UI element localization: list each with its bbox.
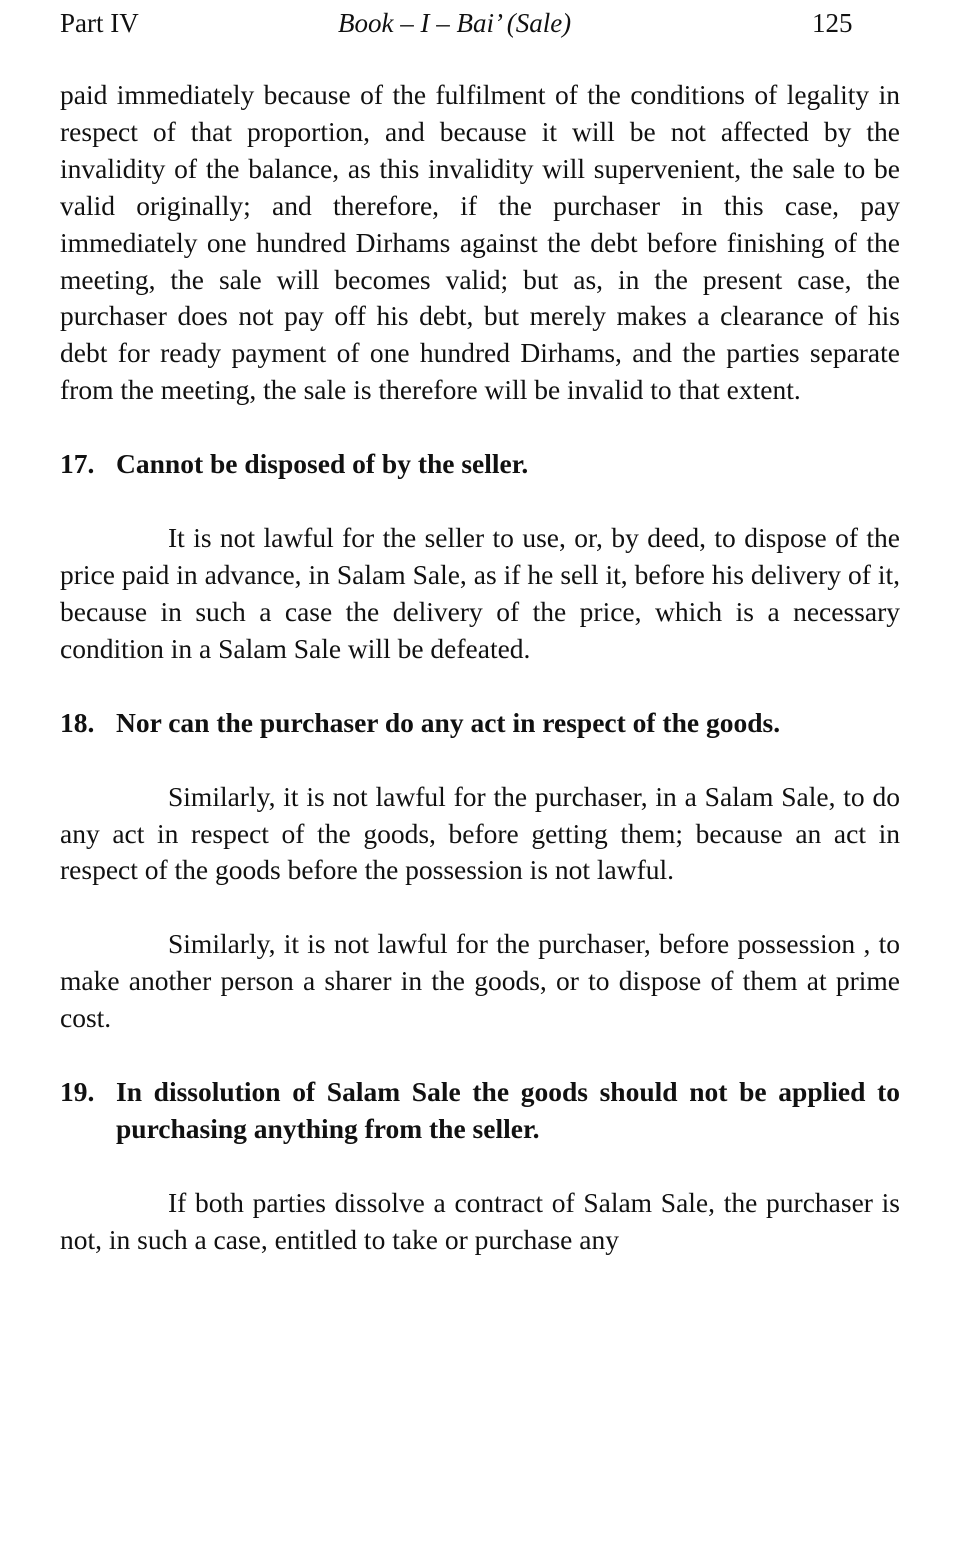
section-17-heading [60, 446, 900, 483]
section-title: In dissolution of Salam Sale the goods should not be applied to purchasing anything from the seller. [116, 1076, 900, 1144]
section-17-paragraph-1: It is not lawful for the seller to use, or, by deed, to dispose of the price paid in advance, in Salam Sale, as if he sell it, before his delivery of it, because in such a case the delivery of the price, which is a necessary condition in a Salam Sale will be defeated. [60, 522, 900, 664]
section-title: Cannot be disposed of by the seller. [116, 448, 529, 480]
book-page [60, 0, 900, 1259]
section-number: 17. [60, 448, 95, 480]
section-19-heading [60, 1074, 900, 1148]
continuation-paragraph: paid immediately because of the fulfilment of the conditions of legality in respect of that proportion, and because it will be not affected by the invalidity of the balance, as this invalidity will supervenient, the sale to be valid originally; and therefore, if the purchaser in this case, pay immediately one hundred Dirhams against the debt before finishing of the meeting, the sale will becomes valid; but as, in the present case, the purchaser does not pay off his debt, but merely makes a clearance of his debt for ready payment of one hundred Dirhams, and the parties separate from the meeting, the sale is therefore will be invalid to that extent. [60, 79, 900, 406]
section-18-paragraph-2: Similarly, it is not lawful for the purchaser, before possession , to make another person a sharer in the goods, or to dispose of them at prime cost. [60, 928, 900, 1034]
section-18-heading [60, 705, 900, 742]
book-title: Book – I – Bai’ (Sale) [338, 8, 572, 38]
section-number: 19. [60, 1076, 95, 1108]
section-18-paragraph-1: Similarly, it is not lawful for the purchaser, in a Salam Sale, to do any act in respect of the goods, before getting them; because an act in respect of the goods before the possession is not lawful. [60, 780, 900, 886]
part-label: Part IV [60, 8, 139, 38]
section-title: Nor can the purchaser do any act in respect of the goods. [116, 706, 781, 738]
running-header [60, 0, 900, 46]
page-number: 125 [812, 8, 853, 38]
section-19-paragraph-1: If both parties dissolve a contract of Salam Sale, the purchaser is not, in such a case, entitled to take or purchase any [60, 1186, 900, 1255]
section-number: 18. [60, 706, 95, 738]
